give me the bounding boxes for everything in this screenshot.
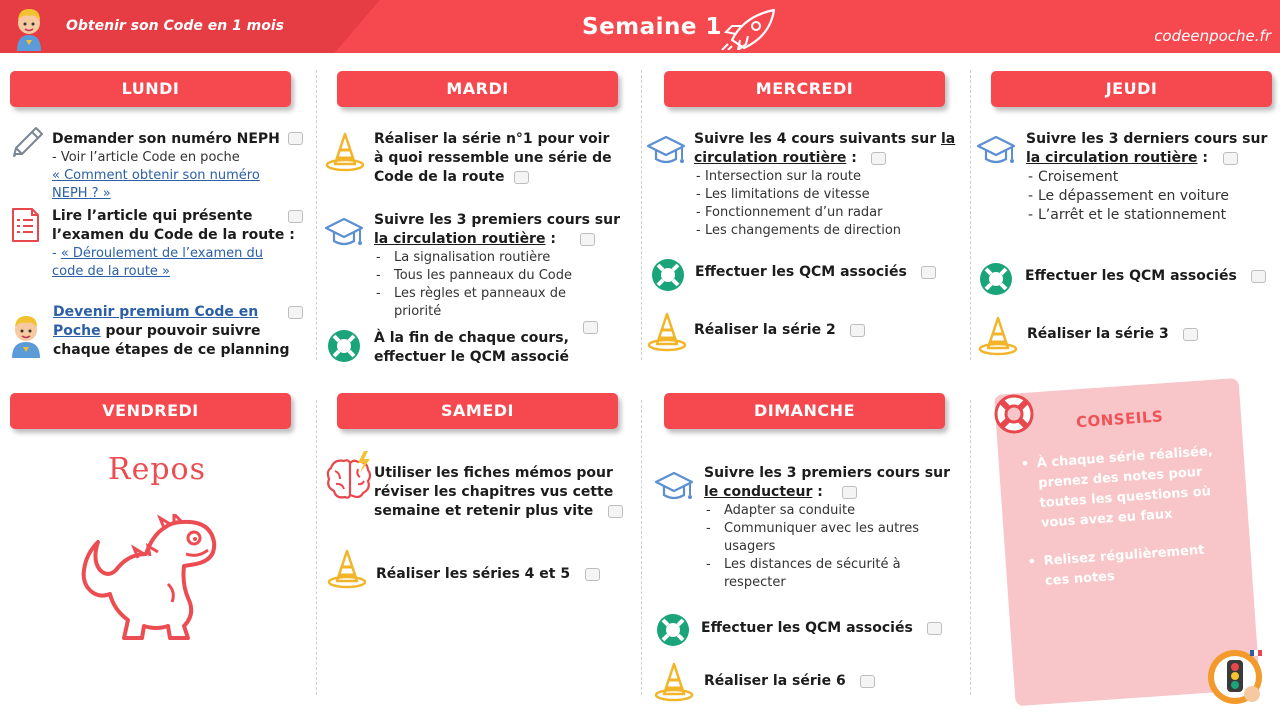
document-list-icon	[10, 206, 40, 248]
task-serie-2	[694, 321, 954, 340]
link-circulation-routiere[interactable]: la circulation routière	[1026, 150, 1198, 166]
link-exam-article[interactable]: « Déroulement de l’examen du code de la route »	[52, 246, 263, 279]
tip-item: • À chaque série réalisée, prenez des notes pour toutes les questions où vous avez eu faux	[1016, 441, 1226, 535]
graduation-cap-icon	[646, 132, 686, 172]
task-cours-jeudi-title: Suivre les 3 derniers cours sur	[1026, 131, 1268, 147]
mascot-avatar-icon	[13, 5, 45, 55]
rest-label: Repos	[108, 452, 207, 487]
task-cours-dimanche-title: Suivre les 3 premiers cours sur	[704, 465, 950, 481]
lifebuoy-icon	[650, 257, 686, 297]
checkbox-cours-jeudi[interactable]	[1223, 152, 1238, 165]
lifebuoy-decoration-icon	[990, 392, 1038, 440]
task-qcm-mardi	[374, 329, 584, 367]
day-header-mercredi: MERCREDI	[664, 71, 945, 107]
brain-icon	[326, 451, 372, 505]
colon: :	[545, 231, 556, 247]
task-serie-1	[374, 130, 622, 187]
task-exam	[52, 207, 297, 281]
task-exam-dash: -	[52, 246, 61, 261]
task-cours-jeudi	[1026, 130, 1274, 225]
page-title: Semaine 1	[582, 14, 723, 40]
dinosaur-icon	[78, 514, 220, 648]
link-neph-article[interactable]: « Comment obtenir son numéro NEPH ? »	[52, 168, 260, 201]
traffic-cone-icon	[654, 661, 694, 707]
traffic-cone-icon	[978, 315, 1018, 361]
task-fiches	[374, 464, 624, 521]
task-qcm-mercredi-title: Effectuer les QCM associés	[695, 264, 907, 280]
list-item: - Les règles et panneaux de priorité	[374, 285, 589, 321]
link-circulation-routiere[interactable]: la circulation routière	[694, 131, 956, 166]
checkbox-serie-6[interactable]	[860, 675, 875, 688]
list-item: - Croisement	[1026, 168, 1274, 187]
task-serie-2-title: Réaliser la série 2	[694, 322, 836, 338]
link-premium[interactable]: Devenir premium Code en Poche	[53, 304, 259, 339]
list-item: - Fonctionnement d’un radar	[694, 204, 956, 222]
list-item: - Les distances de sécurité à respecter	[704, 556, 954, 592]
colon: :	[812, 484, 823, 500]
task-series-4-5	[376, 565, 626, 584]
checkbox-qcm-mercredi[interactable]	[921, 266, 936, 279]
list-item: - Les limitations de vitesse	[694, 186, 956, 204]
checkbox-fiches[interactable]	[608, 505, 623, 518]
checkbox-qcm-dimanche[interactable]	[927, 622, 942, 635]
tips-list	[1016, 441, 1231, 611]
list-item: - Les changements de direction	[694, 222, 956, 240]
checkbox-series-4-5[interactable]	[585, 568, 600, 581]
task-premium	[53, 303, 298, 360]
checkbox-cours-mardi[interactable]	[580, 233, 595, 246]
day-header-jeudi: JEUDI	[991, 71, 1272, 107]
day-header-samedi: SAMEDI	[337, 393, 618, 429]
lifebuoy-icon	[655, 612, 691, 652]
task-serie-1-title: Réaliser la série n°1 pour voir à quoi ressemble une série de Code de la route	[374, 131, 612, 185]
task-qcm-dimanche-title: Effectuer les QCM associés	[701, 620, 913, 636]
colon: :	[1197, 150, 1208, 166]
checkbox-serie-1[interactable]	[514, 171, 529, 184]
task-serie-6	[704, 672, 954, 691]
mascot-avatar-icon	[8, 312, 44, 362]
graduation-cap-icon	[654, 468, 694, 508]
checkbox-serie-3[interactable]	[1183, 328, 1198, 341]
task-fiches-title: Utiliser les fiches mémos pour réviser les chapitres vus cette semaine et retenir plus vite	[374, 465, 614, 519]
list-item: - Intersection sur la route	[694, 168, 956, 186]
column-separator	[970, 70, 971, 360]
lifebuoy-icon	[978, 261, 1014, 301]
day-header-mardi: MARDI	[337, 71, 618, 107]
list-item: - L’arrêt et le stationnement	[1026, 206, 1274, 225]
checkbox-serie-2[interactable]	[850, 324, 865, 337]
traffic-cone-icon	[325, 131, 365, 177]
cours-list-mardi	[374, 249, 638, 321]
list-item: - Communiquer avec les autres usagers	[704, 520, 954, 556]
list-item: - Tous les panneaux du Code	[374, 267, 638, 285]
task-cours-mercredi	[694, 130, 956, 240]
task-series-4-5-title: Réaliser les séries 4 et 5	[376, 566, 571, 582]
task-qcm-mardi-title: À la fin de chaque cours, effectuer le QCM associé	[374, 330, 570, 365]
traffic-cone-icon	[647, 311, 687, 357]
site-name: codeenpoche.fr	[1154, 27, 1271, 45]
checkbox-cours-mercredi[interactable]	[871, 152, 886, 165]
tip-item: • Relisez régulièrement ces notes	[1023, 539, 1230, 593]
task-cours-mercredi-title: Suivre les 4 cours suivants sur	[694, 131, 941, 147]
cours-list-mercredi	[694, 168, 956, 240]
day-header-dimanche: DIMANCHE	[664, 393, 945, 429]
cours-list-dimanche	[704, 502, 954, 592]
task-cours-mardi-title: Suivre les 3 premiers cours sur	[374, 212, 620, 228]
checkbox-premium[interactable]	[288, 306, 303, 319]
column-separator	[316, 400, 317, 695]
task-qcm-mercredi	[695, 263, 955, 282]
column-separator	[316, 70, 317, 360]
task-exam-title: Lire l’article qui présente l’examen du Code de la route :	[52, 208, 295, 243]
task-serie-3-title: Réaliser la série 3	[1027, 326, 1169, 342]
cours-list-jeudi	[1026, 168, 1274, 225]
task-qcm-jeudi-title: Effectuer les QCM associés	[1025, 268, 1237, 284]
checkbox-qcm-mardi[interactable]	[583, 321, 598, 334]
link-circulation-routiere[interactable]: la circulation routière	[374, 231, 546, 247]
list-item: - Adapter sa conduite	[704, 502, 954, 520]
link-le-conducteur[interactable]: le conducteur	[704, 484, 813, 500]
graduation-cap-icon	[976, 132, 1016, 172]
traffic-cone-icon	[327, 548, 367, 594]
list-item: - Le dépassement en voiture	[1026, 187, 1274, 206]
task-neph-title: Demander son numéro NEPH	[52, 131, 280, 147]
rocket-icon	[718, 6, 778, 54]
task-neph	[52, 130, 284, 203]
task-serie-6-title: Réaliser la série 6	[704, 673, 846, 689]
checkbox-qcm-jeudi[interactable]	[1251, 270, 1266, 283]
pencil-icon	[10, 126, 44, 162]
checkbox-exam[interactable]	[288, 210, 303, 223]
task-qcm-jeudi	[1025, 267, 1275, 286]
day-header-vendredi: VENDREDI	[10, 393, 291, 429]
app-logo-icon	[1206, 648, 1264, 710]
colon: :	[846, 150, 857, 166]
lifebuoy-icon	[326, 328, 362, 368]
checkbox-neph[interactable]	[288, 132, 303, 145]
graduation-cap-icon	[324, 214, 364, 254]
task-qcm-dimanche	[701, 619, 951, 638]
task-neph-sub: - Voir l’article Code en poche	[52, 150, 240, 165]
column-separator	[970, 400, 971, 695]
day-header-lundi: LUNDI	[10, 71, 291, 107]
checkbox-cours-dimanche[interactable]	[842, 486, 857, 499]
task-premium-rest: pour pouvoir suivre chaque étapes de ce planning	[53, 323, 290, 358]
tips-title: CONSEILS	[1075, 407, 1164, 432]
task-cours-dimanche	[704, 464, 958, 592]
list-item: - La signalisation routière	[374, 249, 638, 267]
header-tagline: Obtenir son Code en 1 mois	[66, 18, 285, 34]
task-serie-3	[1027, 325, 1267, 344]
task-cours-mardi	[374, 211, 638, 321]
column-separator	[641, 400, 642, 695]
column-separator	[641, 70, 642, 360]
